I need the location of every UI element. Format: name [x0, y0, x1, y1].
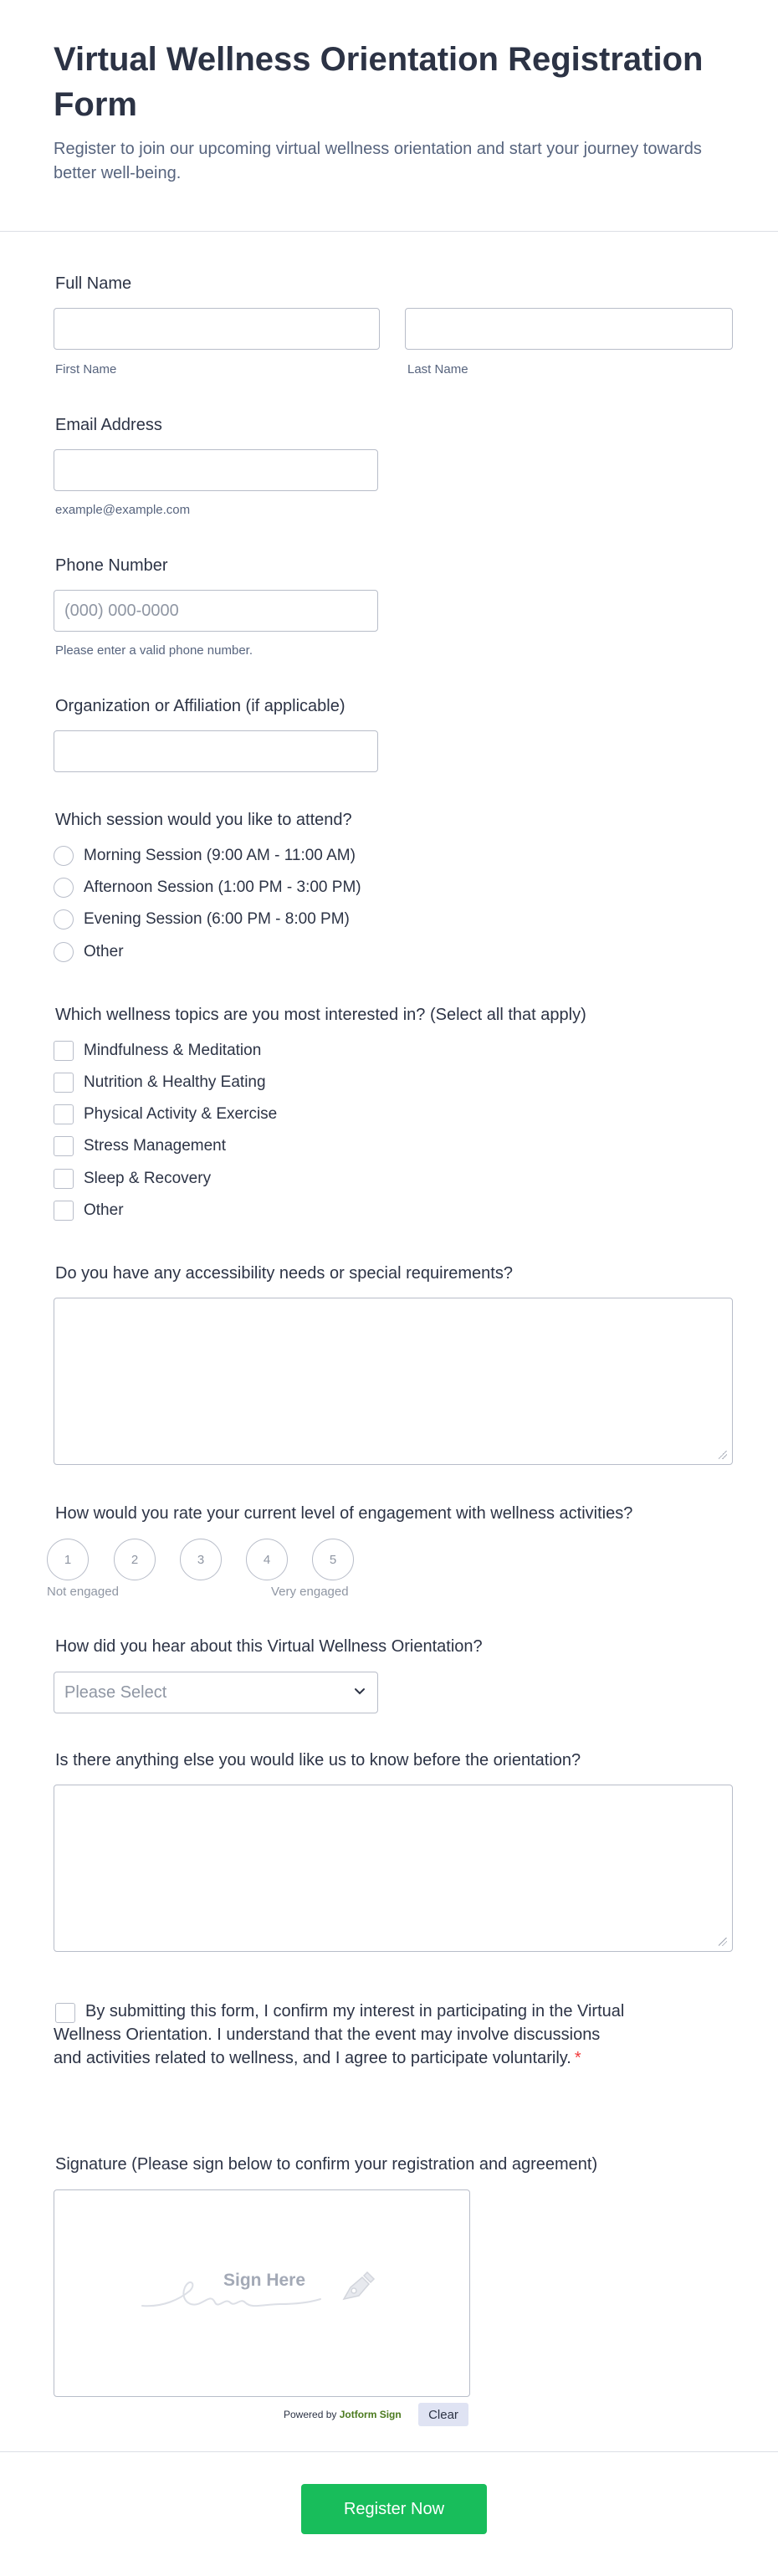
session-option-evening[interactable] [54, 909, 350, 930]
referral-selected-value: Please Select [64, 1682, 167, 1702]
scale-option-3[interactable]: 3 [180, 1539, 222, 1580]
checkbox[interactable] [54, 1104, 74, 1124]
signature-label: Signature (Please sign below to confirm your registration and agreement) [55, 2155, 598, 2174]
topic-option-mindfulness[interactable] [54, 1040, 261, 1062]
topic-option-sleep[interactable] [54, 1168, 211, 1190]
session-option-label: Morning Session (9:00 AM - 11:00 AM) [84, 847, 356, 864]
session-option-afternoon[interactable] [54, 877, 361, 899]
checkbox[interactable] [54, 1169, 74, 1189]
last-name-sublabel: Last Name [407, 362, 468, 376]
radio-button[interactable] [54, 878, 74, 898]
powered-by-text [284, 2409, 402, 2420]
signature-pad[interactable] [54, 2189, 470, 2397]
pen-icon [339, 2271, 377, 2304]
powered-by-brand[interactable]: Jotform Sign [339, 2409, 402, 2420]
form-subtitle: Register to join our upcoming virtual wellness orientation and start your journey towards better well-being. [54, 140, 702, 182]
scale-min-caption: Not engaged [47, 1585, 119, 1599]
email-sublabel: example@example.com [55, 503, 191, 517]
accessibility-textarea[interactable] [54, 1298, 733, 1465]
scale-option-2[interactable]: 2 [114, 1539, 156, 1580]
full-name-label: Full Name [55, 274, 132, 293]
register-now-button[interactable]: Register Now [301, 2484, 487, 2534]
session-option-label: Evening Session (6:00 PM - 8:00 PM) [84, 910, 350, 928]
radio-button[interactable] [54, 909, 74, 930]
sign-here-placeholder: Sign Here [223, 2271, 306, 2290]
email-label: Email Address [55, 416, 162, 434]
phone-sublabel: Please enter a valid phone number. [55, 643, 253, 658]
chevron-down-icon [354, 1685, 366, 1700]
consent-text [54, 2000, 631, 2070]
email-input[interactable] [54, 449, 378, 491]
topic-option-stress[interactable] [54, 1135, 226, 1157]
first-name-sublabel: First Name [55, 362, 117, 376]
session-option-other[interactable] [54, 941, 124, 963]
topic-option-label: Sleep & Recovery [84, 1170, 212, 1187]
accessibility-label: Do you have any accessibility needs or special requirements? [55, 1264, 513, 1283]
form-title: Virtual Wellness Orientation Registration Form [54, 41, 704, 123]
additional-label: Is there anything else you would like us to know before the orientation? [55, 1751, 581, 1769]
topic-option-label: Other [84, 1201, 124, 1219]
checkbox[interactable] [54, 1041, 74, 1061]
clear-signature-button[interactable]: Clear [418, 2403, 468, 2426]
session-label: Which session would you like to attend? [55, 811, 352, 829]
radio-button[interactable] [54, 846, 74, 866]
powered-by-prefix: Powered by [284, 2409, 337, 2420]
engagement-label: How would you rate your current level of engagement with wellness activities? [55, 1504, 633, 1523]
topic-option-nutrition[interactable] [54, 1072, 266, 1093]
topic-option-label: Nutrition & Healthy Eating [84, 1073, 266, 1091]
scale-option-5[interactable]: 5 [312, 1539, 354, 1580]
header-divider [0, 231, 778, 232]
organization-input[interactable] [54, 730, 378, 772]
topic-option-label: Physical Activity & Exercise [84, 1105, 278, 1123]
phone-label: Phone Number [55, 556, 168, 575]
last-name-input[interactable] [405, 308, 733, 350]
scale-max-caption: Very engaged [271, 1585, 349, 1599]
checkbox[interactable] [54, 1073, 74, 1093]
footer-divider [0, 2451, 778, 2452]
checkbox[interactable] [54, 1201, 74, 1221]
checkbox[interactable] [54, 1136, 74, 1156]
required-mark: * [574, 2049, 581, 2067]
phone-input[interactable] [54, 590, 378, 632]
referral-label: How did you hear about this Virtual Wellness Orientation? [55, 1637, 483, 1656]
additional-textarea[interactable] [54, 1785, 733, 1952]
topic-option-physical[interactable] [54, 1104, 277, 1125]
referral-dropdown[interactable] [54, 1672, 378, 1713]
scale-option-4[interactable]: 4 [246, 1539, 288, 1580]
topic-option-label: Stress Management [84, 1137, 227, 1155]
organization-label: Organization or Affiliation (if applicable) [55, 697, 345, 715]
session-option-label: Afternoon Session (1:00 PM - 3:00 PM) [84, 878, 361, 896]
resize-grip-icon[interactable] [719, 1451, 727, 1459]
scale-option-1[interactable]: 1 [47, 1539, 89, 1580]
session-option-label: Other [84, 943, 124, 960]
topic-option-other[interactable] [54, 1200, 124, 1221]
first-name-input[interactable] [54, 308, 380, 350]
consent-label: By submitting this form, I confirm my interest in participating in the Virtual Wellness Orientation. I understand that the event may involve discussions and activities related to wellness, and I agree to participate voluntarily. [54, 2002, 625, 2067]
topic-option-label: Mindfulness & Meditation [84, 1042, 262, 1059]
radio-button[interactable] [54, 942, 74, 962]
resize-grip-icon[interactable] [719, 1938, 727, 1946]
session-option-morning[interactable] [54, 845, 356, 867]
topics-label: Which wellness topics are you most interested in? (Select all that apply) [55, 1006, 586, 1024]
